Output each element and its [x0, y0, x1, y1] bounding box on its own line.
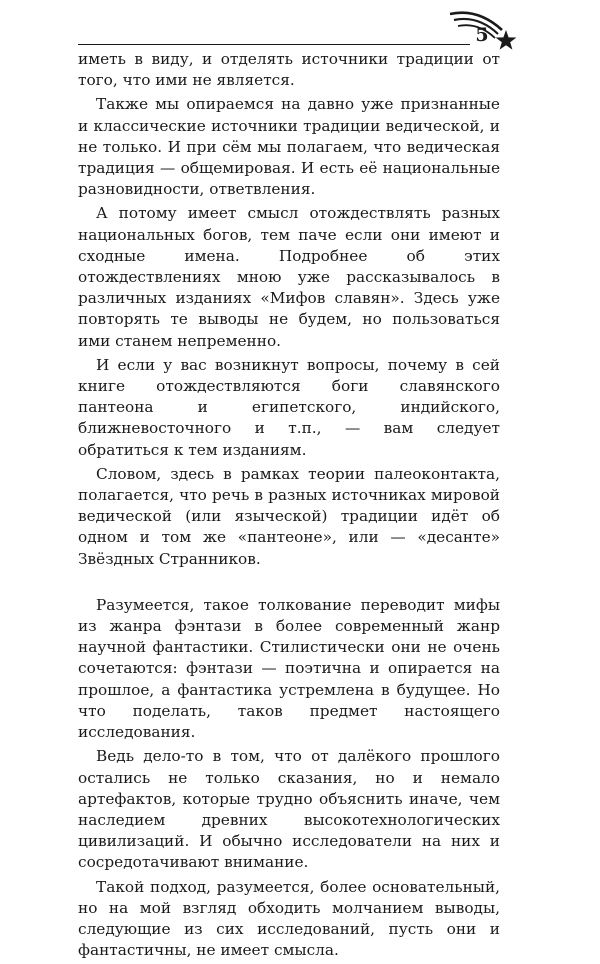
page-header [0, 0, 600, 52]
paragraph: А потому имеет смысл отождествлять разных национальных богов, тем паче если они имеют и сходные имена. Подробнее об этих отождествлениях мною уже рассказывалось в различных изданиях «Мифов славян». Здесь уже повторять те выводы не будем, но пользоваться ими станем непременно. [78, 204, 500, 350]
paragraph-continuation: иметь в виду, и отделять источники традиции от того, что ими не является. [78, 50, 500, 90]
shooting-star-icon [440, 4, 520, 52]
body-text [78, 49, 500, 964]
paragraph: Также мы опираемся на давно уже признанные и классические источники традиции ведической, и не только. И при сём мы полагаем, что ведическая традиция — общемировая. И есть её национальные разновидности, ответвления. [78, 95, 500, 199]
paragraph: И если у вас возникнут вопросы, почему в сей книге отождествляются боги славянского пантеона и египетского, индийского, ближневосточного и т.п., — вам следует обратиться к тем изданиям. [78, 355, 500, 459]
header-rule [78, 44, 470, 45]
section-gap [78, 573, 500, 595]
paragraph: Ведь дело-то в том, что от далёкого прошлого остались не только сказания, но и немало артефактов, которые трудно объяснить иначе, чем наследием древних высокотехнологических цивилизаций. И обычно исследователи на них и сосредотачивают внимание. [78, 747, 500, 872]
paragraph: Такой подход, разумеется, более основательный, но на мой взгляд обходить молчанием выводы, следующие из сих исследований, пусть они и фантастичны, не имеет смысла. [78, 877, 500, 960]
paragraph: Словом, здесь в рамках теории палеоконтакта, полагается, что речь в разных источниках мировой ведической (или языческой) традиции идёт об одном и том же «пантеоне», или — «десанте» Звёздных Странников. [78, 464, 500, 568]
page-number: 5 [475, 24, 489, 46]
paragraph: Разумеется, такое толкование переводит мифы из жанра фэнтази в более современный жанр научной фантастики. Стилистически они не очень сочетаются: фэнтази — поэтична и опирается на прошлое, а фантастика устремлена в будущее. Но что поделать, таков предмет настоящего исследования. [78, 595, 500, 742]
